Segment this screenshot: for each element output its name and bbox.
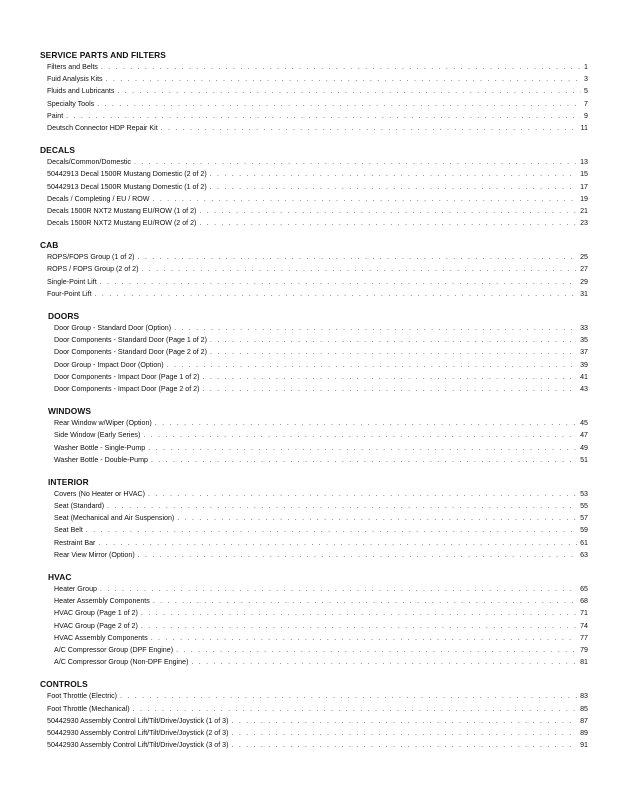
toc-entry[interactable]: [40, 620, 588, 632]
toc-entry-page-number: 37: [580, 348, 588, 357]
toc-entry-page-number: 39: [580, 360, 588, 369]
toc-entry[interactable]: [40, 524, 588, 536]
dot-leader: [153, 193, 578, 205]
dot-leader: [210, 181, 577, 193]
dot-leader: [151, 454, 577, 466]
toc-entry[interactable]: [40, 371, 588, 383]
dot-leader: [106, 73, 581, 85]
toc-entry-page-number: 21: [580, 206, 588, 215]
dot-leader: [191, 656, 577, 668]
dot-leader: [138, 251, 578, 263]
dot-leader: [107, 500, 577, 512]
toc-entry-page-number: 77: [580, 633, 588, 642]
toc-entry-label: Washer Bottle - Single-Pump: [54, 443, 146, 452]
toc-entry[interactable]: [40, 346, 588, 358]
toc-entry-page-number: 35: [580, 336, 588, 345]
toc-entry[interactable]: [40, 181, 588, 193]
toc-entry-label: Deutsch Connector HDP Repair Kit: [47, 123, 158, 132]
dot-leader: [155, 417, 577, 429]
dot-leader: [120, 690, 577, 702]
section-heading: DOORS: [48, 311, 80, 321]
toc-entry-label: Four-Point Lift: [47, 289, 92, 298]
toc-entry-label: Decals / Completing / EU / ROW: [47, 194, 150, 203]
toc-entry[interactable]: [40, 656, 588, 668]
toc-entry-page-number: 15: [580, 170, 588, 179]
toc-entry-label: 50442913 Decal 1500R Mustang Domestic (1 of 2): [47, 182, 207, 191]
toc-entry[interactable]: [40, 322, 588, 334]
dot-leader: [141, 607, 577, 619]
toc-entry-page-number: 87: [580, 716, 588, 725]
toc-entry[interactable]: [40, 383, 588, 395]
toc-entry[interactable]: [40, 417, 588, 429]
toc-entry-page-number: 41: [580, 372, 588, 381]
toc-entry[interactable]: [40, 703, 588, 715]
toc-entry-label: ROPS/FOPS Group (1 of 2): [47, 253, 135, 262]
toc-entry[interactable]: [40, 98, 588, 110]
toc-entry[interactable]: [40, 644, 588, 656]
toc-entry[interactable]: [40, 500, 588, 512]
section-heading: SERVICE PARTS AND FILTERS: [40, 50, 166, 60]
toc-entry[interactable]: [40, 632, 588, 644]
toc-entry[interactable]: [40, 359, 588, 371]
toc-entry-page-number: 49: [580, 443, 588, 452]
toc-entry-label: 50442913 Decal 1500R Mustang Domestic (2 of 2): [47, 170, 207, 179]
toc-entry-page-number: 7: [584, 99, 588, 108]
toc-entry-page-number: 85: [580, 704, 588, 713]
dot-leader: [97, 98, 581, 110]
dot-leader: [174, 322, 577, 334]
section-heading: HVAC: [48, 572, 72, 582]
toc-section: [40, 405, 588, 466]
toc-entry-page-number: 83: [580, 692, 588, 701]
toc-entry[interactable]: [40, 85, 588, 97]
dot-leader: [141, 620, 577, 632]
toc-entry-label: Seat (Standard): [54, 502, 105, 511]
section-heading: CAB: [40, 240, 59, 251]
dot-leader: [199, 205, 577, 217]
dot-leader: [134, 156, 577, 168]
toc-entry-page-number: 55: [580, 502, 588, 511]
toc-entry-page-number: 17: [580, 182, 588, 191]
toc-entry-label: Door Components - Impact Door (Page 2 of 2): [54, 384, 200, 393]
toc-entry-label: Rear Window w/Wiper (Option): [54, 419, 152, 428]
toc-entry-label: Seat Belt: [54, 526, 83, 535]
toc-entry-label: Specialty Tools: [47, 99, 95, 108]
toc-entry-label: A/C Compressor Group (Non-DPF Engine): [54, 658, 189, 667]
toc-entry-page-number: 3: [584, 75, 588, 84]
toc-entry-label: Decals 1500R NXT2 Mustang EU/ROW (1 of 2): [47, 206, 197, 215]
toc-entry[interactable]: [40, 454, 588, 466]
toc-entry-label: 50442930 Assembly Control Lift/Tilt/Drive/Joystick (1 of 3): [47, 716, 229, 725]
toc-entry-page-number: 91: [580, 741, 588, 750]
toc-entry-page-number: 33: [580, 324, 588, 332]
toc-entry-page-number: 43: [580, 384, 588, 393]
dot-leader: [98, 537, 577, 549]
toc-entry[interactable]: [40, 607, 588, 619]
toc-entry-page-number: 53: [580, 489, 588, 498]
dot-leader: [232, 739, 578, 751]
toc-entry[interactable]: [40, 595, 588, 607]
toc-entry-label: ROPS / FOPS Group (2 of 2): [47, 265, 139, 274]
toc-entry[interactable]: [40, 122, 588, 134]
toc-entry-page-number: 27: [580, 265, 588, 274]
toc-entry-page-number: 57: [580, 514, 588, 523]
toc-entry-page-number: 89: [580, 728, 588, 737]
toc-entry-label: HVAC Group (Page 1 of 2): [54, 609, 138, 618]
dot-leader: [199, 217, 577, 229]
toc-entry[interactable]: [40, 193, 588, 205]
toc-entry-label: Door Components - Standard Door (Page 1 of 2): [54, 336, 207, 345]
dot-leader: [100, 276, 577, 288]
dot-leader: [100, 583, 577, 595]
toc-entry[interactable]: [40, 263, 588, 275]
dot-leader: [151, 632, 577, 644]
toc-entry-page-number: 81: [580, 658, 588, 667]
toc-entry[interactable]: [40, 251, 588, 263]
dot-leader: [117, 85, 581, 97]
toc-entry-label: Decals 1500R NXT2 Mustang EU/ROW (2 of 2): [47, 219, 197, 228]
toc-entry[interactable]: [40, 217, 588, 229]
toc-entry-page-number: 68: [580, 597, 588, 606]
toc-entry[interactable]: [40, 334, 588, 346]
toc-entry-label: Washer Bottle - Double-Pump: [54, 455, 148, 464]
toc-entry-label: Decals/Common/Domestic: [47, 158, 131, 167]
toc-section: [40, 144, 588, 229]
dot-leader: [203, 371, 578, 383]
toc-entry[interactable]: [40, 442, 588, 454]
dot-leader: [148, 488, 577, 500]
toc-entry-label: Filters and Belts: [47, 63, 98, 71]
toc-entry-page-number: 47: [580, 431, 588, 440]
toc-entry-label: Restraint Bar: [54, 538, 96, 547]
toc-entry[interactable]: [40, 276, 588, 288]
toc-entry-page-number: 65: [580, 585, 588, 593]
toc-entry-label: Door Components - Impact Door (Page 1 of 2): [54, 372, 200, 381]
toc-entry-page-number: 1: [584, 63, 588, 71]
toc-entry[interactable]: [40, 288, 588, 300]
toc-entry[interactable]: [40, 715, 588, 727]
toc-entry[interactable]: [40, 549, 588, 561]
toc-entry[interactable]: [40, 110, 588, 122]
toc-entry-label: Door Components - Standard Door (Page 2 of 2): [54, 348, 207, 357]
toc-entry[interactable]: [40, 61, 588, 73]
dot-leader: [176, 644, 577, 656]
toc-entry-page-number: 29: [580, 277, 588, 286]
toc-section: [40, 49, 588, 134]
dot-leader: [148, 442, 577, 454]
toc-entry-page-number: 45: [580, 419, 588, 428]
dot-leader: [203, 383, 578, 395]
dot-leader: [210, 334, 577, 346]
section-heading: CONTROLS: [40, 679, 88, 690]
toc-section: [40, 678, 588, 751]
toc-entry-page-number: 25: [580, 253, 588, 262]
toc-entry-page-number: 51: [580, 455, 588, 464]
toc-entry-page-number: 71: [580, 609, 588, 618]
toc-entry-page-number: 61: [580, 538, 588, 547]
toc-entry-page-number: 63: [580, 550, 588, 559]
toc-section: [40, 310, 588, 395]
toc-entry-label: 50442930 Assembly Control Lift/Tilt/Drive/Joystick (3 of 3): [47, 741, 229, 750]
toc-entry-label: 50442930 Assembly Control Lift/Tilt/Drive/Joystick (2 of 3): [47, 728, 229, 737]
dot-leader: [86, 524, 577, 536]
toc-entry[interactable]: [40, 488, 588, 500]
dot-leader: [66, 110, 581, 122]
toc-section: [40, 476, 588, 561]
section-heading: DECALS: [40, 145, 76, 156]
section-heading: INTERIOR: [48, 476, 89, 487]
toc-entry[interactable]: [40, 168, 588, 180]
toc-entry-page-number: 23: [580, 219, 588, 228]
dot-leader: [161, 122, 578, 134]
toc-entry-page-number: 5: [584, 87, 588, 96]
dot-leader: [210, 168, 577, 180]
toc-entry-label: Side Window (Early Series): [54, 431, 141, 440]
toc-entry-label: Rear View Mirror (Option): [54, 550, 135, 559]
toc-entry-label: Foot Throttle (Mechanical): [47, 704, 130, 713]
toc-entry-page-number: 31: [580, 289, 588, 298]
section-heading: WINDOWS: [48, 406, 92, 417]
toc-entry-label: HVAC Assembly Components: [54, 633, 148, 642]
toc-entry-label: Door Group - Standard Door (Option): [54, 324, 172, 332]
toc-entry-page-number: 9: [584, 111, 588, 120]
toc-entry-page-number: 13: [580, 158, 588, 167]
toc-entry-page-number: 74: [580, 621, 588, 630]
dot-leader: [95, 288, 578, 300]
dot-leader: [141, 263, 577, 275]
toc-entry-label: Foot Throttle (Electric): [47, 692, 118, 701]
dot-leader: [232, 715, 578, 727]
dot-leader: [138, 549, 577, 561]
dot-leader: [210, 346, 577, 358]
toc-entry-label: Fuid Analysis Kits: [47, 75, 103, 84]
dot-leader: [153, 595, 577, 607]
table-of-contents: [40, 49, 588, 761]
toc-entry-page-number: 59: [580, 526, 588, 535]
toc-entry-label: Seat (Mechanical and Air Suspension): [54, 514, 175, 523]
toc-entry-label: Single-Point Lift: [47, 277, 97, 286]
toc-entry-label: Heater Assembly Components: [54, 597, 150, 606]
toc-entry[interactable]: [40, 583, 588, 595]
dot-leader: [232, 727, 578, 739]
toc-entry[interactable]: [40, 512, 588, 524]
toc-section: [40, 571, 588, 668]
toc-entry-page-number: 19: [580, 194, 588, 203]
toc-entry-page-number: 11: [580, 123, 588, 132]
toc-entry-label: Heater Group: [54, 585, 97, 593]
toc-entry-page-number: 79: [580, 645, 588, 654]
dot-leader: [177, 512, 577, 524]
dot-leader: [101, 61, 581, 73]
toc-entry-label: Door Group - Impact Door (Option): [54, 360, 164, 369]
toc-section: [40, 239, 588, 300]
toc-entry[interactable]: [40, 429, 588, 441]
toc-entry[interactable]: [40, 537, 588, 549]
toc-entry[interactable]: [40, 739, 588, 751]
toc-entry[interactable]: [40, 727, 588, 739]
toc-entry-label: Paint: [47, 111, 64, 120]
toc-entry[interactable]: [40, 156, 588, 168]
dot-leader: [133, 703, 577, 715]
dot-leader: [167, 359, 578, 371]
toc-entry-label: Covers (No Heater or HVAC): [54, 489, 145, 498]
toc-entry[interactable]: [40, 205, 588, 217]
toc-entry-label: Fluids and Lubricants: [47, 87, 115, 96]
toc-entry[interactable]: [40, 73, 588, 85]
toc-entry-label: HVAC Group (Page 2 of 2): [54, 621, 138, 630]
toc-entry[interactable]: [40, 690, 588, 702]
toc-entry-label: A/C Compressor Group (DPF Engine): [54, 645, 174, 654]
dot-leader: [143, 429, 577, 441]
